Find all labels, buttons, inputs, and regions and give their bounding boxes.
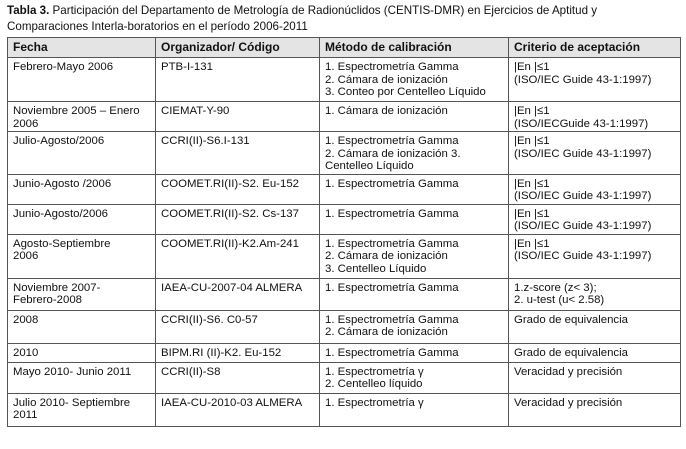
cell-fecha-line: 2008 <box>13 313 39 326</box>
cell-criterio <box>509 343 681 362</box>
caption-label: Tabla 3. <box>7 4 50 17</box>
cell-organizador-codigo-line: IAEA-CU-2010-03 ALMERA <box>161 396 303 409</box>
cell-criterio-line: |En |≤1 <box>514 61 550 73</box>
cell-criterio <box>509 132 681 175</box>
cell-fecha <box>8 310 156 343</box>
cell-metodo-line: 1. Espectrometría Gamma <box>325 207 459 220</box>
cell-fecha-line: 2006 <box>13 117 39 130</box>
cell-fecha-line: Junio-Agosto/2006 <box>13 207 108 220</box>
cell-metodo-line: 2. Cámara de ionización 3. <box>325 147 461 160</box>
cell-organizador-codigo <box>156 393 320 426</box>
cell-fecha-line: Agosto-Septiembre <box>13 237 111 250</box>
cell-fecha <box>8 393 156 426</box>
cell-fecha-line: Febrero-2008 <box>13 294 83 306</box>
cell-metodo-line: Centelleo Líquido <box>325 160 414 172</box>
cell-criterio-line: 1.z-score (z< 3); <box>514 281 597 294</box>
table-row <box>8 362 681 393</box>
cell-criterio <box>509 278 681 310</box>
cell-metodo-line: 2. Centelleo líquido <box>325 378 423 390</box>
cell-criterio-line: |En |≤1 <box>514 207 550 220</box>
header-fecha: Fecha <box>8 38 156 58</box>
table-row <box>8 58 681 102</box>
cell-criterio-line: (ISO/IEC Guide 43-1:1997) <box>514 220 652 232</box>
cell-criterio-line: Veracidad y precisión <box>514 396 623 409</box>
table-body <box>8 58 681 427</box>
table-row <box>8 278 681 310</box>
cell-metodo-line: 1. Espectrometría Gamma <box>325 346 459 359</box>
cell-metodo-line: 2. Cámara de ionización <box>325 73 448 86</box>
cell-organizador-codigo <box>156 343 320 362</box>
cell-metodo <box>320 58 509 102</box>
cell-fecha-line: 2010 <box>13 346 39 359</box>
header-row <box>8 38 681 58</box>
cell-criterio <box>509 58 681 102</box>
table-row <box>8 102 681 132</box>
cell-criterio <box>509 234 681 278</box>
cell-organizador-codigo-line: COOMET.RI(II)-K2.Am-241 <box>161 237 299 250</box>
cell-criterio-line: (ISO/IECGuide 43-1:1997) <box>514 117 649 130</box>
cell-criterio-line: |En |≤1 <box>514 105 550 117</box>
cell-organizador-codigo-line: IAEA-CU-2007-04 ALMERA <box>161 281 303 294</box>
cell-metodo <box>320 362 509 393</box>
table-row <box>8 343 681 362</box>
cell-metodo-line: 1. Espectrometría Gamma <box>325 313 459 326</box>
cell-fecha-line: 2011 <box>13 409 38 421</box>
cell-criterio-line: |En |≤1 <box>514 135 550 147</box>
cell-fecha-line: Julio-Agosto/2006 <box>13 135 105 147</box>
cell-metodo-line: 1. Espectrometría γ <box>325 365 424 378</box>
cell-fecha <box>8 278 156 310</box>
cell-fecha <box>8 102 156 132</box>
cell-criterio <box>509 174 681 204</box>
cell-metodo <box>320 132 509 175</box>
cell-criterio-line: Grado de equivalencia <box>514 313 628 326</box>
cell-metodo <box>320 278 509 310</box>
cell-organizador-codigo-line: COOMET.RI(II)-S2. Cs-137 <box>161 207 299 220</box>
cell-fecha <box>8 343 156 362</box>
cell-criterio-line: |En |≤1 <box>514 177 550 190</box>
table-row <box>8 393 681 426</box>
cell-organizador-codigo-line: CCRI(II)-S6.I-131 <box>161 135 250 147</box>
cell-metodo <box>320 204 509 234</box>
cell-criterio-line: |En |≤1 <box>514 237 550 250</box>
cell-organizador-codigo-line: CIEMAT-Y-90 <box>161 105 230 117</box>
cell-organizador-codigo <box>156 310 320 343</box>
cell-criterio-line: (ISO/IEC Guide 43-1:1997) <box>514 250 652 262</box>
cell-fecha <box>8 132 156 175</box>
cell-criterio <box>509 102 681 132</box>
cell-fecha <box>8 234 156 278</box>
cell-metodo-line: 1. Espectrometría Gamma <box>325 61 459 73</box>
cell-metodo-line: 1. Cámara de ionización <box>325 105 448 117</box>
cell-criterio-line: Grado de equivalencia <box>514 346 628 359</box>
cell-criterio <box>509 204 681 234</box>
cell-fecha <box>8 204 156 234</box>
cell-organizador-codigo <box>156 58 320 102</box>
cell-organizador-codigo-line: PTB-I-131 <box>161 61 213 73</box>
cell-fecha <box>8 362 156 393</box>
cell-fecha-line: Junio-Agosto /2006 <box>13 177 112 190</box>
cell-fecha <box>8 174 156 204</box>
cell-criterio <box>509 310 681 343</box>
cell-criterio-line: 2. u-test (u< 2.58) <box>514 294 605 306</box>
cell-metodo <box>320 310 509 343</box>
cell-metodo-line: 3. Conteo por Centelleo Líquido <box>325 86 486 98</box>
cell-metodo-line: 1. Espectrometría γ <box>325 396 424 409</box>
table-row <box>8 132 681 175</box>
cell-metodo <box>320 343 509 362</box>
table-row <box>8 310 681 343</box>
cell-fecha <box>8 58 156 102</box>
cell-organizador-codigo <box>156 132 320 175</box>
cell-metodo-line: 2. Cámara de ionización <box>325 250 448 262</box>
cell-organizador-codigo-line: CCRI(II)-S8 <box>161 365 221 378</box>
cell-metodo <box>320 234 509 278</box>
caption-text: Participación del Departamento de Metrología de Radionúclidos (CENTIS-DMR) en Ejercicios de Aptitud y Comparaciones Interla-boratorios en el período 2006-2011 <box>7 4 598 33</box>
cell-metodo <box>320 102 509 132</box>
cell-organizador-codigo-line: BIPM.RI (II)-K2. Eu-152 <box>161 346 282 359</box>
table-row <box>8 174 681 204</box>
cell-metodo-line: 2. Cámara de ionización <box>325 326 448 338</box>
table-row <box>8 234 681 278</box>
cell-fecha-line: 2006 <box>13 250 39 262</box>
cell-organizador-codigo-line: COOMET.RI(II)-S2. Eu-152 <box>161 177 299 190</box>
cell-criterio-line: (ISO/IEC Guide 43-1:1997) <box>514 190 652 202</box>
header-criterio: Criterio de aceptación <box>509 38 681 58</box>
cell-organizador-codigo-line: CCRI(II)-S6. C0-57 <box>161 313 258 326</box>
cell-fecha-line: Febrero-Mayo 2006 <box>13 61 114 73</box>
table-row <box>8 204 681 234</box>
cell-organizador-codigo <box>156 362 320 393</box>
cell-metodo-line: 1. Espectrometría Gamma <box>325 237 459 250</box>
cell-organizador-codigo <box>156 234 320 278</box>
cell-metodo-line: 1. Espectrometría Gamma <box>325 135 459 147</box>
table-caption <box>7 3 679 35</box>
cell-metodo <box>320 393 509 426</box>
cell-metodo-line: 3. Centelleo Líquido <box>325 262 427 275</box>
cell-criterio-line: (ISO/IEC Guide 43-1:1997) <box>514 147 652 160</box>
cell-organizador-codigo <box>156 174 320 204</box>
participation-table <box>7 37 681 427</box>
cell-criterio <box>509 362 681 393</box>
cell-fecha-line: Julio 2010- Septiembre <box>13 396 131 409</box>
cell-fecha-line: Mayo 2010- Junio 2011 <box>13 365 132 378</box>
header-metodo: Método de calibración <box>320 38 509 58</box>
cell-organizador-codigo <box>156 204 320 234</box>
cell-fecha-line: Noviembre 2005 – Enero <box>13 105 140 117</box>
cell-metodo <box>320 174 509 204</box>
cell-criterio <box>509 393 681 426</box>
cell-fecha-line: Noviembre 2007- <box>13 281 101 294</box>
cell-organizador-codigo <box>156 278 320 310</box>
cell-criterio-line: (ISO/IEC Guide 43-1:1997) <box>514 73 652 86</box>
cell-criterio-line: Veracidad y precisión <box>514 365 623 378</box>
cell-organizador-codigo <box>156 102 320 132</box>
cell-metodo-line: 1. Espectrometría Gamma <box>325 281 459 294</box>
cell-metodo-line: 1. Espectrometría Gamma <box>325 177 459 190</box>
header-organizador: Organizador/ Código <box>156 38 320 58</box>
